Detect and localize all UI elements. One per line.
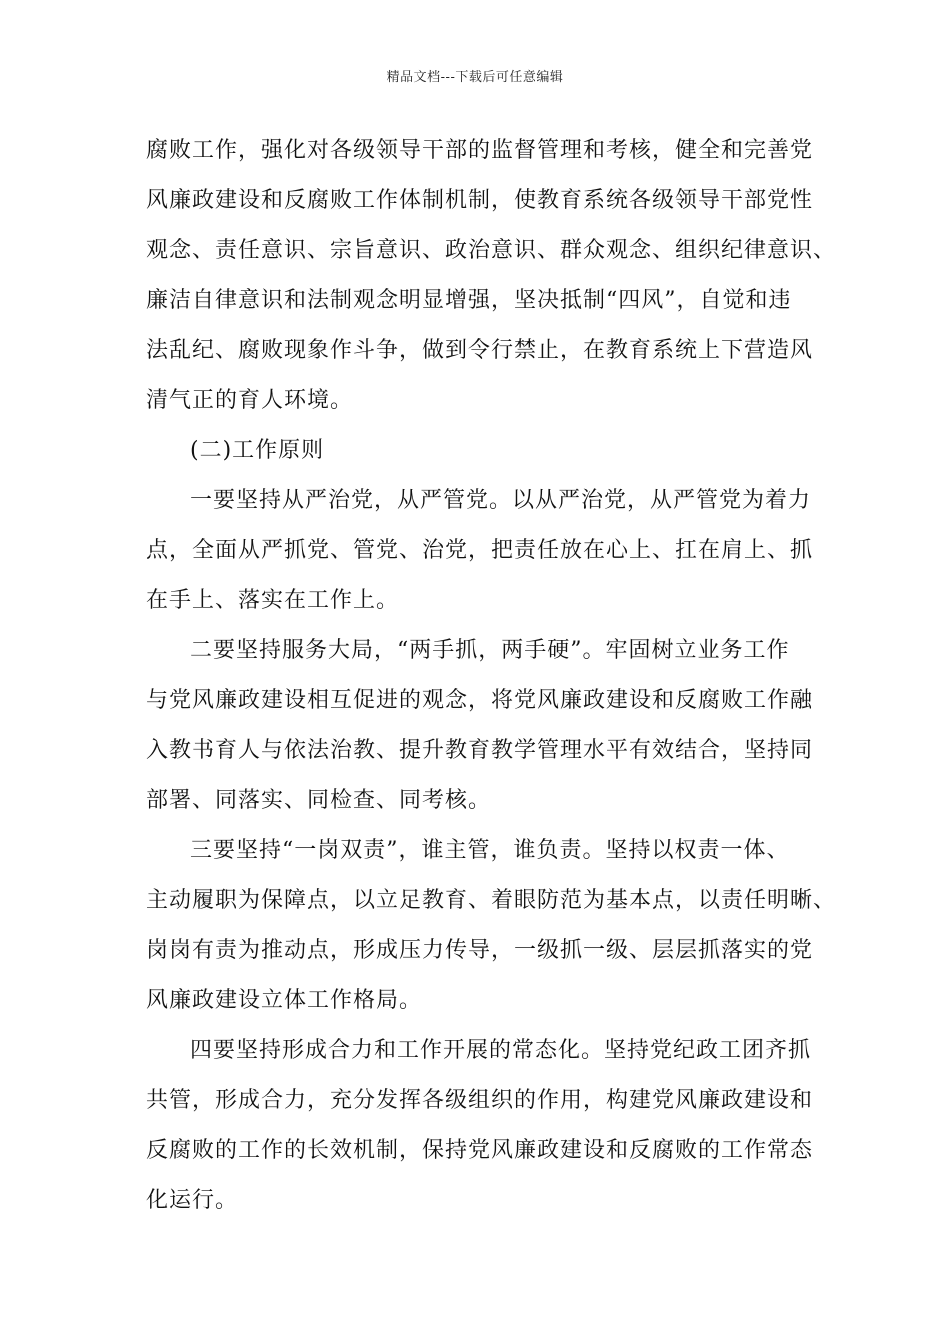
text-line: 点，全面从严抓党、管党、治党，把责任放在心上、扛在肩上、抓 bbox=[146, 538, 814, 563]
text-line: 风廉政建设和反腐败工作体制机制，使教育系统各级领导干部党性 bbox=[146, 188, 814, 213]
text-line: 化运行。 bbox=[146, 1188, 239, 1213]
page-header: 精品文档---下载后可任意编辑 bbox=[386, 70, 564, 85]
text-line: 入教书育人与依法治教、提升教育教学管理水平有效结合，坚持同 bbox=[146, 738, 814, 763]
text-line: 主动履职为保障点，以立足教育、着眼防范为基本点，以责任明晰、 bbox=[146, 888, 837, 913]
text-line: 共管，形成合力，充分发挥各级组织的作用，构建党风廉政建设和 bbox=[146, 1088, 814, 1113]
text-line: 二要坚持服务大局，“两手抓，两手硬”。牢固树立业务工作 bbox=[190, 638, 790, 663]
text-line: 在手上、落实在工作上。 bbox=[146, 588, 400, 613]
text-line: 法乱纪、腐败现象作斗争，做到令行禁止，在教育系统上下营造风 bbox=[146, 338, 814, 363]
text-line: 岗岗有责为推动点，形成压力传导，一级抓一级、层层抓落实的党 bbox=[146, 938, 814, 963]
text-line: 风廉政建设立体工作格局。 bbox=[146, 988, 423, 1013]
text-line: 廉洁自律意识和法制观念明显增强，坚决抵制“四风”，自觉和违 bbox=[146, 288, 792, 313]
text-line: 三要坚持“一岗双责”，谁主管，谁负责。坚持以权责一体、 bbox=[190, 838, 790, 863]
text-line: 腐败工作，强化对各级领导干部的监督管理和考核，健全和完善党 bbox=[146, 138, 814, 163]
document-body bbox=[146, 126, 836, 1226]
text-line: 四要坚持形成合力和工作开展的常态化。坚持党纪政工团齐抓 bbox=[190, 1038, 812, 1063]
text-line: 观念、责任意识、宗旨意识、政治意识、群众观念、组织纪律意识、 bbox=[146, 238, 837, 263]
text-line: 一要坚持从严治党，从严管党。以从严治党，从严管党为着力 bbox=[190, 488, 812, 513]
text-line: 清气正的育人环境。 bbox=[146, 388, 354, 413]
text-line: 反腐败的工作的长效机制，保持党风廉政建设和反腐败的工作常态 bbox=[146, 1138, 814, 1163]
text-line: 部署、同落实、同检查、同考核。 bbox=[146, 788, 492, 813]
text-line: 与党风廉政建设相互促进的观念，将党风廉政建设和反腐败工作融 bbox=[146, 688, 814, 713]
section-heading: (二)工作原则 bbox=[190, 438, 325, 463]
